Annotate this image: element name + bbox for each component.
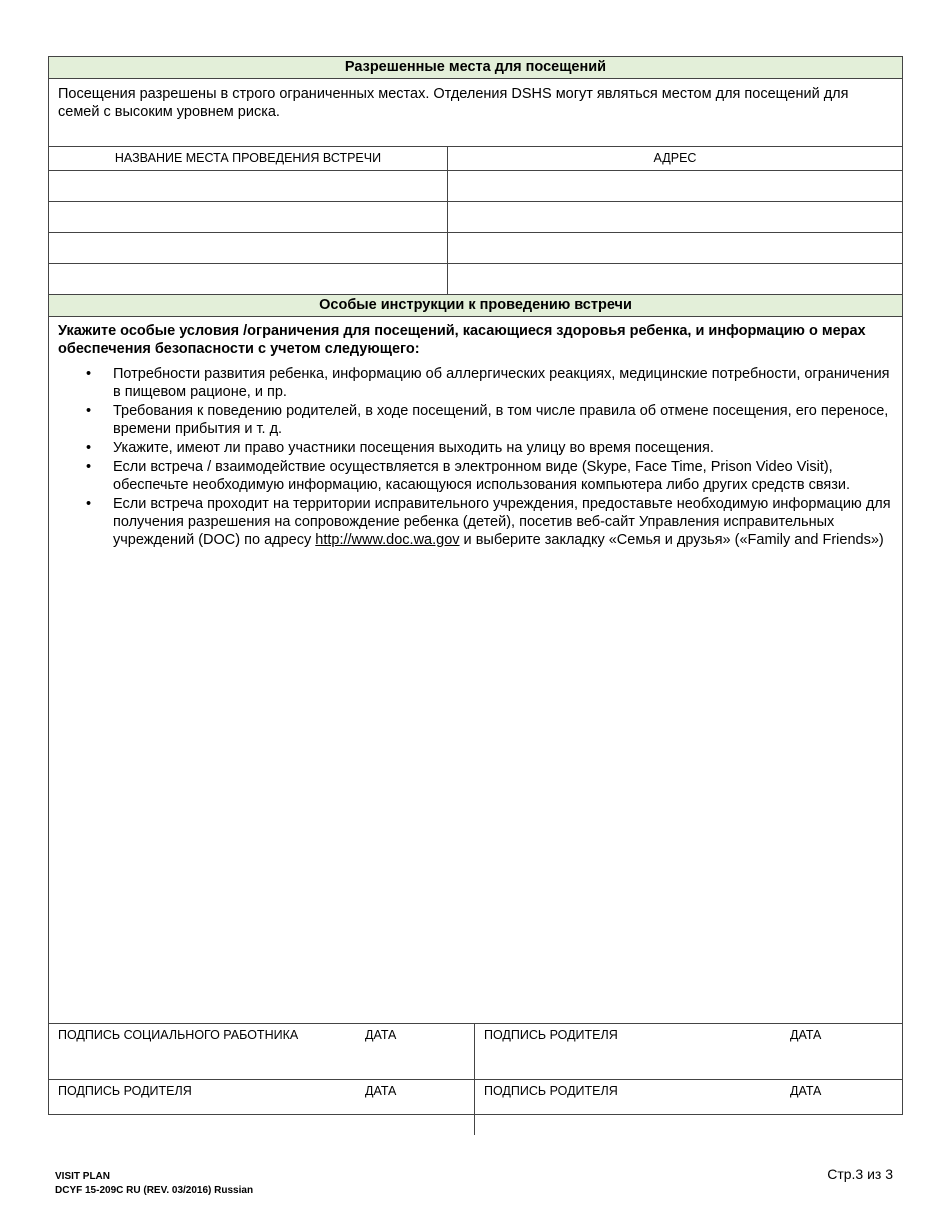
page-number: Стр.3 из 3: [827, 1166, 893, 1182]
bullet-icon: •: [86, 459, 92, 475]
date-label: ДАТА: [365, 1084, 397, 1098]
bullet-text: Укажите, имеют ли право участники посещения выходить на улицу во время посещения.: [113, 440, 714, 456]
location-address-field[interactable]: [448, 202, 902, 232]
date-label: ДАТА: [365, 1028, 397, 1042]
form-title: VISIT PLAN: [55, 1171, 111, 1182]
bullet-text-doc-after: и выберите закладку «Семья и друзья» («Family and Friends»): [459, 532, 884, 548]
table-row: [49, 171, 902, 202]
parent-signature-field[interactable]: [475, 1080, 902, 1135]
form-code: DCYF 15-209C RU (REV. 03/2016) Russian: [55, 1185, 254, 1196]
locations-header: Разрешенные места для посещений: [49, 57, 902, 79]
parent-signature-field[interactable]: [49, 1080, 475, 1135]
parent-signature-field[interactable]: [475, 1024, 902, 1079]
visit-plan-form: [48, 56, 903, 1115]
bullet-icon: •: [86, 440, 92, 456]
social-worker-signature-field[interactable]: [49, 1024, 475, 1079]
table-row: [49, 264, 902, 295]
list-item: [58, 365, 893, 401]
location-address-field[interactable]: [448, 233, 902, 263]
bullet-icon: •: [86, 496, 92, 512]
column-header-address: АДРЕС: [653, 151, 697, 165]
signature-row: [49, 1080, 902, 1135]
instructions-field[interactable]: [49, 317, 902, 1024]
date-label: ДАТА: [790, 1028, 822, 1042]
location-name-field[interactable]: [49, 264, 448, 294]
locations-table: [49, 147, 902, 295]
signature-label: ПОДПИСЬ РОДИТЕЛЯ: [58, 1084, 192, 1098]
location-address-field[interactable]: [448, 264, 902, 294]
list-item: [58, 439, 893, 457]
signature-label: ПОДПИСЬ СОЦИАЛЬНОГО РАБОТНИКА: [58, 1028, 299, 1042]
location-name-field[interactable]: [49, 233, 448, 263]
date-label: ДАТА: [790, 1084, 822, 1098]
doc-website-link[interactable]: http://www.doc.wa.gov: [315, 532, 460, 548]
signature-label: ПОДПИСЬ РОДИТЕЛЯ: [484, 1028, 618, 1042]
bullet-icon: •: [86, 366, 92, 382]
location-name-field[interactable]: [49, 202, 448, 232]
bullet-text: Если встреча / взаимодействие осуществляется в электронном виде (Skype, Face Time, Prison Video Visit), обеспечьте необходимую информацию, касающуюся использования компьютера либо других средств связи.: [113, 459, 851, 493]
table-row: [49, 233, 902, 264]
signature-label: ПОДПИСЬ РОДИТЕЛЯ: [484, 1084, 618, 1098]
form-identifier: [55, 1170, 253, 1198]
column-header-location-name: НАЗВАНИЕ МЕСТА ПРОВЕДЕНИЯ ВСТРЕЧИ: [49, 147, 448, 170]
locations-intro: Посещения разрешены в строго ограниченных местах. Отделения DSHS могут являться местом для посещений для семей с высоким уровнем риска.: [49, 79, 902, 147]
bullet-text: Требования к поведению родителей, в ходе посещений, в том числе правила об отмене посещения, его переносе, времени прибытия и т. д.: [113, 403, 889, 437]
location-address-field[interactable]: [448, 171, 902, 201]
instructions-list: [58, 365, 893, 549]
list-item: [58, 402, 893, 438]
list-item: [58, 495, 893, 549]
instructions-header: Особые инструкции к проведению встречи: [49, 295, 902, 317]
instructions-lead: Укажите особые условия /ограничения для посещений, касающиеся здоровья ребенка, и информацию о мерах обеспечения безопасности с учетом следующего:: [58, 323, 866, 357]
bullet-icon: •: [86, 403, 92, 419]
location-name-field[interactable]: [49, 171, 448, 201]
locations-table-header: [49, 147, 902, 171]
signature-row: [49, 1024, 902, 1080]
bullet-text: Потребности развития ребенка, информацию об аллергических реакциях, медицинские потребности, ограничения в пищевом рационе, и пр.: [113, 366, 890, 400]
table-row: [49, 202, 902, 233]
list-item: [58, 458, 893, 494]
bullet-text-doc-before: Если встреча проходит на территории исправительного учреждения, предоставьте необходимую информацию для получения разрешения на сопровождение ребенка (детей), посетив веб-сайт Управления исправительных учреждений (DOC) по адресу: [113, 496, 891, 548]
